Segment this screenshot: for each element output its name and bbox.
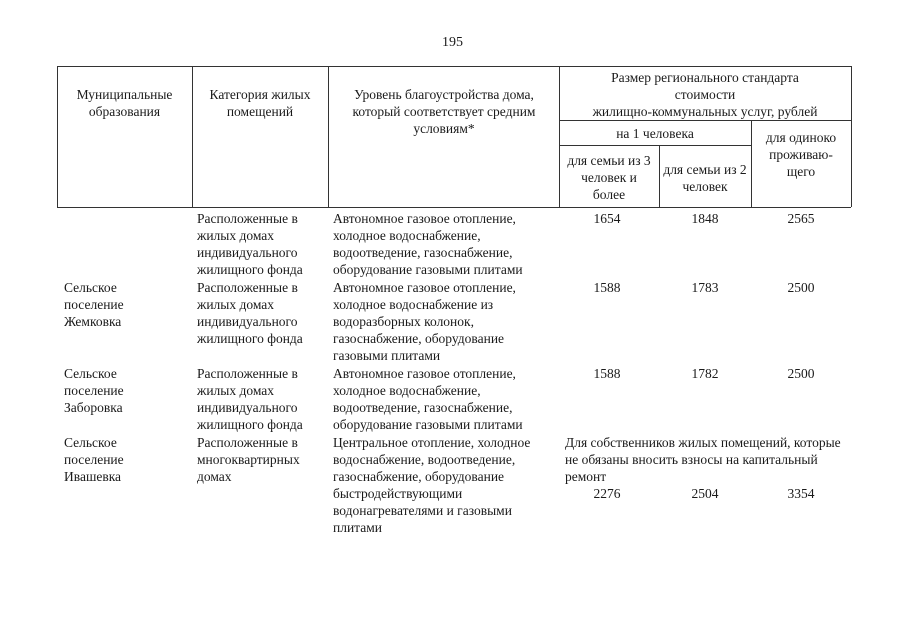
header-municipality: Муниципальные образования [76, 87, 173, 119]
page-number: 195 [442, 35, 463, 50]
row-1-municipality: Сельское поселение Жемковка [64, 280, 124, 329]
row-0-family2: 1848 [691, 211, 719, 226]
row-3-note: Для собственников жилых помещений, которые не обязаны вносить взносы на капитальный ремонт [565, 435, 841, 484]
row-2-level: Автономное газовое отопление, холодное водоснабжение, водоотведение, газоснабжение, оборудование газовыми плитами [333, 366, 523, 432]
row-3-family3: 2276 [593, 486, 621, 501]
table-top-border [57, 66, 851, 67]
header-category: Категория жилых помещений [209, 87, 311, 119]
header-family2: для семьи из 2 человек [663, 162, 747, 194]
header-col-border [751, 120, 752, 207]
row-1-family3: 1588 [593, 280, 621, 295]
row-3-category: Расположенные в многоквартирных домах [197, 435, 300, 484]
header-family3: для семьи из 3 человек и более [567, 153, 651, 202]
row-2-family3: 1588 [593, 366, 621, 381]
row-1-family2: 1783 [691, 280, 719, 295]
header-level: Уровень благоустройства дома, который соответствует средним условиям* [352, 87, 536, 136]
table-right-border [851, 66, 852, 207]
header-standard-line2: стоимости [674, 87, 736, 102]
header-standard-line3: жилищно-коммунальных услуг, рублей [592, 104, 818, 119]
row-2-category: Расположенные в жилых домах индивидуального жилищного фонда [197, 366, 303, 432]
header-col-border [659, 145, 660, 207]
header-col-border [328, 66, 329, 207]
header-divider-standard [559, 120, 851, 121]
row-0-single: 2565 [787, 211, 815, 226]
header-per-person: на 1 человека [616, 126, 694, 141]
row-3-family2: 2504 [691, 486, 719, 501]
row-1-level: Автономное газовое отопление, холодное водоснабжение из водоразборных колонок, газоснабжение, оборудование газовыми плитами [333, 280, 516, 363]
row-0-category: Расположенные в жилых домах индивидуального жилищного фонда [197, 211, 303, 277]
header-divider-per-person [559, 145, 751, 146]
row-2-municipality: Сельское поселение Заборовка [64, 366, 124, 415]
row-3-single: 3354 [787, 486, 815, 501]
row-0-level: Автономное газовое отопление, холодное водоснабжение, водоотведение, газоснабжение, оборудование газовыми плитами [333, 211, 523, 277]
header-single: для одиноко проживаю-щего [765, 130, 837, 179]
row-1-category: Расположенные в жилых домах индивидуального жилищного фонда [197, 280, 303, 346]
row-3-level: Центральное отопление, холодное водоснабжение, водоотведение, газоснабжение, оборудование быстродействующими водонагревателями и газовыми плитами [333, 435, 531, 535]
header-bottom-border [57, 207, 851, 208]
row-2-single: 2500 [787, 366, 815, 381]
row-0-family3: 1654 [593, 211, 621, 226]
row-3-municipality: Сельское поселение Ивашевка [64, 435, 124, 484]
row-1-single: 2500 [787, 280, 815, 295]
row-2-family2: 1782 [691, 366, 719, 381]
header-standard-line1: Размер регионального стандарта [611, 70, 799, 85]
